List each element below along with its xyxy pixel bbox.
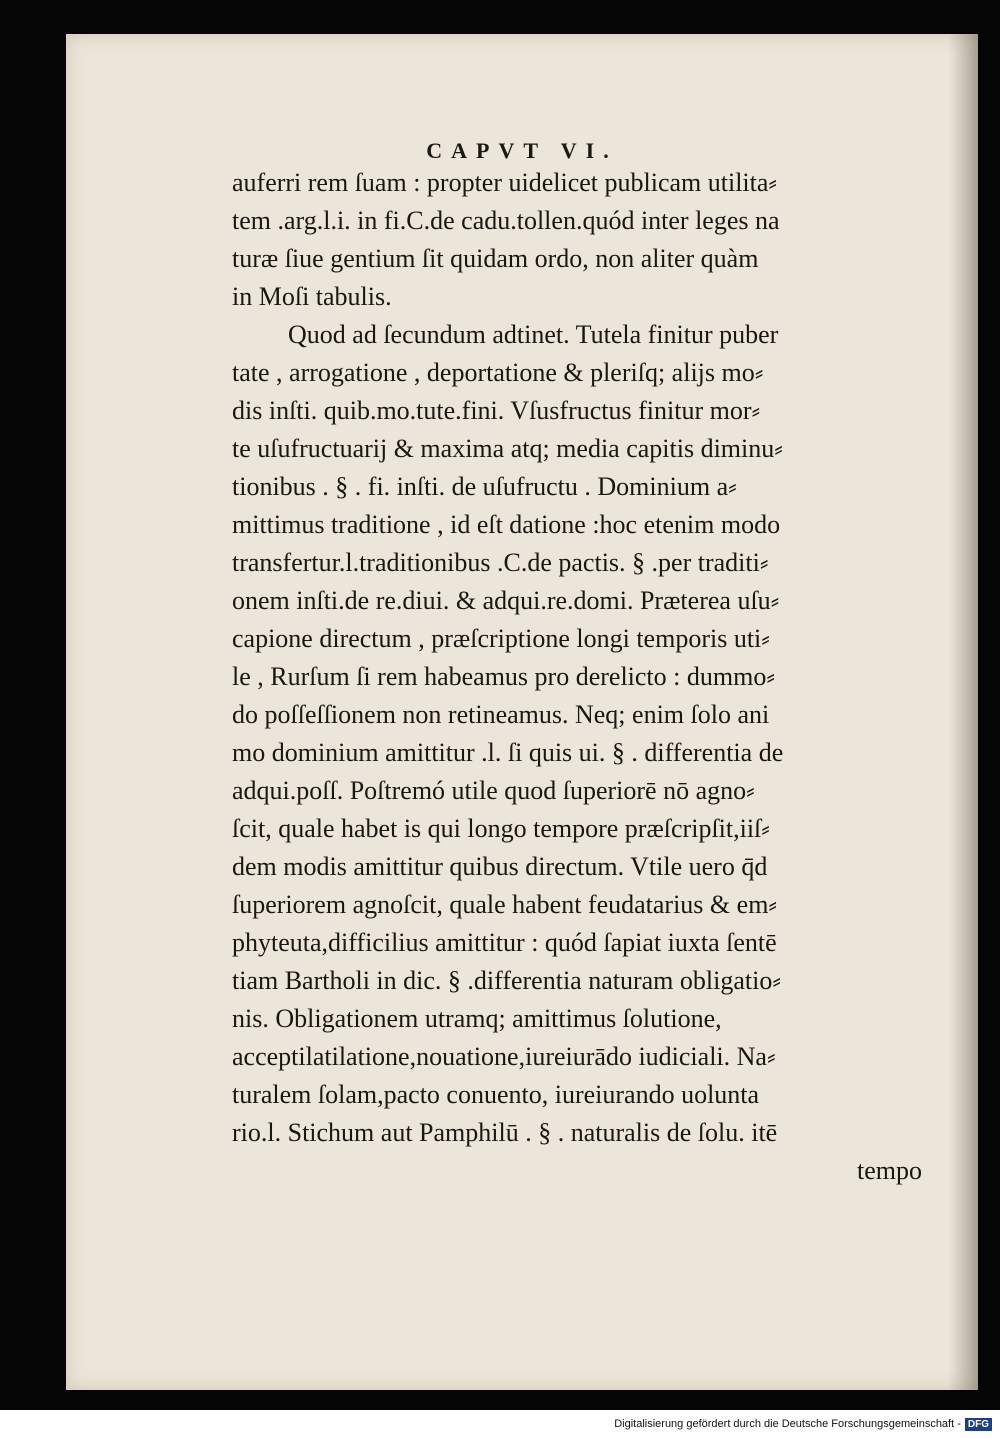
text-line: transfertur.l.traditionibus .C.de pactis. § .per traditi⸗: [232, 548, 769, 577]
text-line: do poſſeſſionem non retineamus. Neq; enim ſolo ani: [232, 700, 770, 729]
text-line: phyteuta,difficilius amittitur : quód ſapiat iuxta ſentē: [232, 928, 777, 957]
text-line: te uſufructuarij & maxima atq; media capitis diminu⸗: [232, 434, 783, 463]
text-line: ſuperiorem agnoſcit, quale habent feudatarius & em⸗: [232, 890, 778, 919]
catchword: tempo: [857, 1156, 922, 1185]
text-line: tionibus . § . fi. inſti. de uſufructu . Dominium a⸗: [232, 472, 737, 501]
text-line: turalem ſolam,pacto conuento, iureiurando uolunta: [232, 1080, 760, 1109]
text-line: auferri rem ſuam : propter uidelicet publicam utilita⸗: [232, 168, 778, 197]
text-line: turæ ſiue gentium ſit quidam ordo, non aliter quàm: [232, 244, 759, 273]
text-line: Quod ad ſecundum adtinet. Tutela finitur puber: [288, 320, 779, 349]
footer-credit-text: Digitalisierung gefördert durch die Deutsche Forschungsgemeinschaft -: [614, 1418, 961, 1430]
text-line: adqui.poſſ. Poſtremó utile quod ſuperiorē nō agno⸗: [232, 776, 755, 805]
text-line: onem inſti.de re.diui. & adqui.re.domi. Præterea uſu⸗: [232, 586, 780, 615]
running-head: CAPVT VI.: [426, 138, 618, 163]
dfg-logo: DFG: [965, 1418, 992, 1431]
text-line: dem modis amittitur quibus directum. Vtile uero q̄d: [232, 852, 768, 881]
text-line: tiam Bartholi in dic. § .differentia naturam obligatio⸗: [232, 966, 781, 995]
text-line: tem .arg.l.i. in fi.C.de cadu.tollen.quód inter leges na: [232, 206, 780, 235]
text-line: dis inſti. quib.mo.tute.fini. Vſusfructus finitur mor⸗: [232, 396, 761, 425]
text-line: mittimus traditione , id eſt datione :hoc etenim modo: [232, 510, 781, 539]
text-line: in Moſi tabulis.: [232, 282, 392, 311]
text-line: rio.l. Stichum aut Pamphilū . § . naturalis de ſolu. itē: [232, 1118, 778, 1147]
text-line: le , Rurſum ſi rem habeamus pro derelicto : dummo⸗: [232, 662, 775, 691]
book-page: [66, 34, 978, 1390]
text-line: tate , arrogatione , deportatione & pleriſq; alijs mo⸗: [232, 358, 764, 387]
text-block: [232, 164, 922, 1190]
text-line: acceptilatilatione,nouatione,iureiurādo iudiciali. Na⸗: [232, 1042, 776, 1071]
text-line: capione directum , præſcriptione longi temporis uti⸗: [232, 624, 770, 653]
text-line: mo dominium amittitur .l. ſi quis ui. § . differentia de: [232, 738, 784, 767]
gutter-shadow: [948, 34, 978, 1390]
text-line: nis. Obligationem utramq; amittimus ſolutione,: [232, 1004, 722, 1033]
text-line: ſcit, quale habet is qui longo tempore præſcripſit,iiſ⸗: [232, 814, 770, 843]
footer-credit-bar: [0, 1410, 1000, 1438]
